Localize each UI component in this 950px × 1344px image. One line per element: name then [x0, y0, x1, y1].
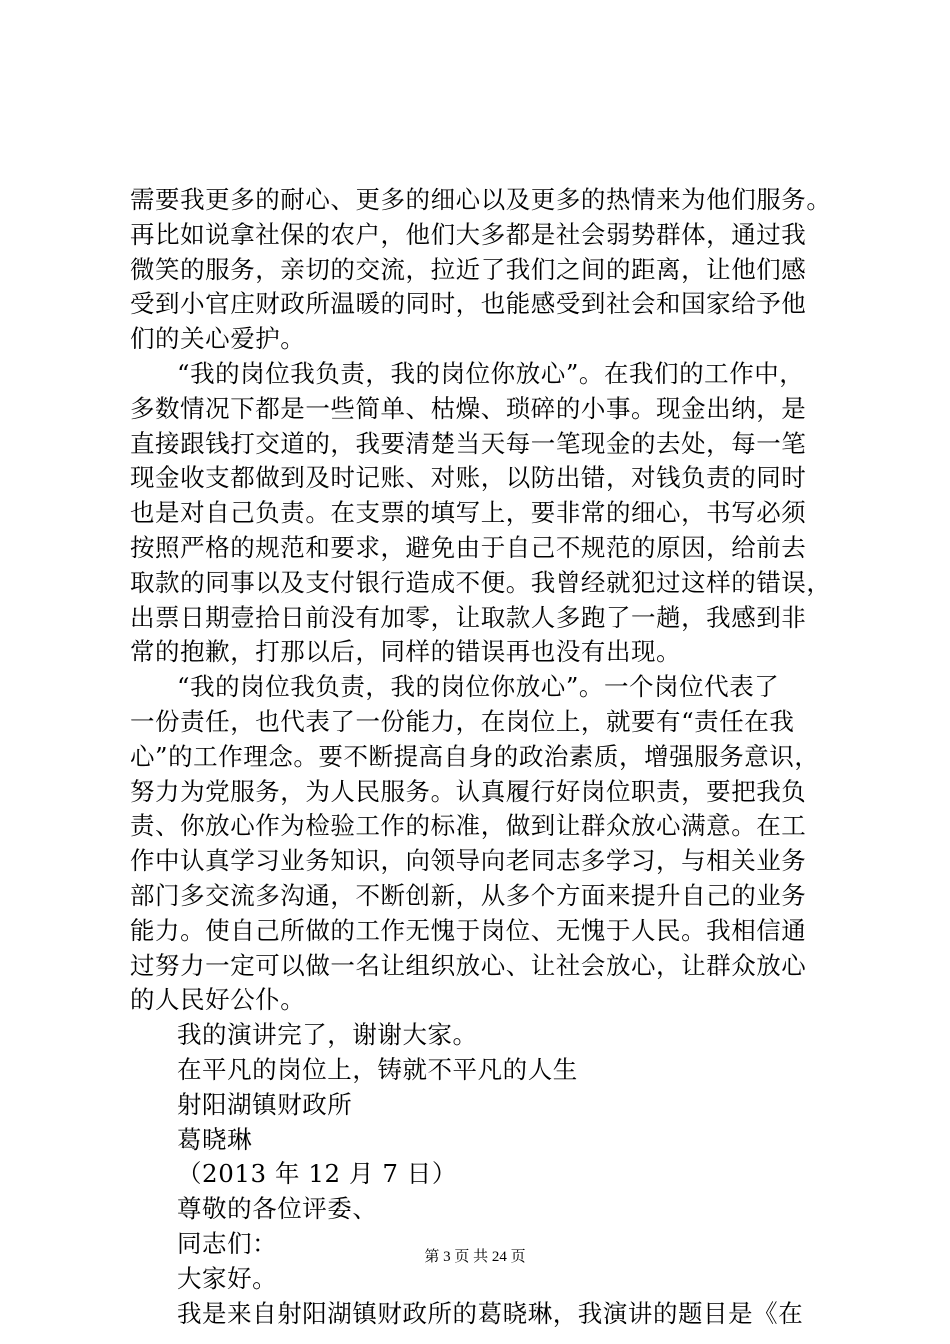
paragraph-start-line: “我的岗位我负责，我的岗位你放心”。一个岗位代表了 [177, 672, 780, 702]
text-line: 现金收支都做到及时记账、对账，以防出错，对钱负责的同时 [130, 463, 807, 493]
salutation-line: 同志们： [177, 1228, 278, 1258]
speech-title: 在平凡的岗位上，铸就不平凡的人生 [177, 1054, 578, 1084]
text-line: 常的抱歉，打那以后，同样的错误再也没有出现。 [130, 637, 682, 667]
speaker-organization: 射阳湖镇财政所 [177, 1089, 353, 1119]
text-line: 努力为党服务，为人民服务。认真履行好岗位职责，要把我负 [130, 776, 807, 806]
speech-date: （2013 年 12 月 7 日） [177, 1159, 457, 1189]
text-line: 微笑的服务，亲切的交流，拉近了我们之间的距离，让他们感 [130, 254, 807, 284]
greeting-line: 大家好。 [177, 1263, 278, 1293]
text-line: 直接跟钱打交道的，我要清楚当天每一笔现金的去处，每一笔 [130, 428, 807, 458]
closing-line: 我的演讲完了，谢谢大家。 [177, 1020, 478, 1050]
paragraph-start-line: 我是来自射阳湖镇财政所的葛晓琳，我演讲的题目是《在 [177, 1298, 804, 1328]
text-line: 的人民好公仆。 [130, 985, 306, 1015]
text-line: 再比如说拿社保的农户，他们大多都是社会弱势群体，通过我 [130, 219, 807, 249]
text-line: 出票日期壹拾日前没有加零，让取款人多跑了一趟，我感到非 [130, 602, 807, 632]
text-line: 受到小官庄财政所温暖的同时，也能感受到社会和国家给予他 [130, 289, 807, 319]
salutation-line: 尊敬的各位评委、 [177, 1194, 378, 1224]
text-line: 多数情况下都是一些简单、枯燥、琐碎的小事。现金出纳，是 [130, 393, 807, 423]
text-line: 们的关心爱护。 [130, 324, 306, 354]
text-line: 能力。使自己所做的工作无愧于岗位、无愧于人民。我相信通 [130, 915, 807, 945]
text-line: 需要我更多的耐心、更多的细心以及更多的热情来为他们服务。 [130, 185, 832, 214]
text-line: 按照严格的规范和要求，避免由于自己不规范的原因，给前去 [130, 532, 807, 562]
text-line: 作中认真学习业务知识，向领导向老同志多学习，与相关业务 [130, 846, 807, 876]
document-body [130, 183, 830, 1331]
paragraph-start-line: “我的岗位我负责，我的岗位你放心”。在我们的工作中， [177, 358, 805, 388]
text-line: 过努力一定可以做一名让组织放心、让社会放心，让群众放心 [130, 950, 807, 980]
text-line: 取款的同事以及支付银行造成不便。我曾经就犯过这样的错误， [130, 567, 832, 597]
text-line: 部门多交流多沟通，不断创新，从多个方面来提升自己的业务 [130, 880, 807, 910]
text-line: 责、你放心作为检验工作的标准，做到让群众放心满意。在工 [130, 811, 807, 841]
text-line: 一份责任，也代表了一份能力，在岗位上，就要有“责任在我 [130, 706, 795, 736]
page-number-footer: 第 3 页 共 24 页 [424, 1249, 526, 1265]
speaker-name: 葛晓琳 [177, 1124, 253, 1154]
text-line: 也是对自己负责。在支票的填写上，要非常的细心，书写必须 [130, 498, 807, 528]
text-line: 心”的工作理念。要不断提高自身的政治素质，增强服务意识， [130, 741, 820, 771]
